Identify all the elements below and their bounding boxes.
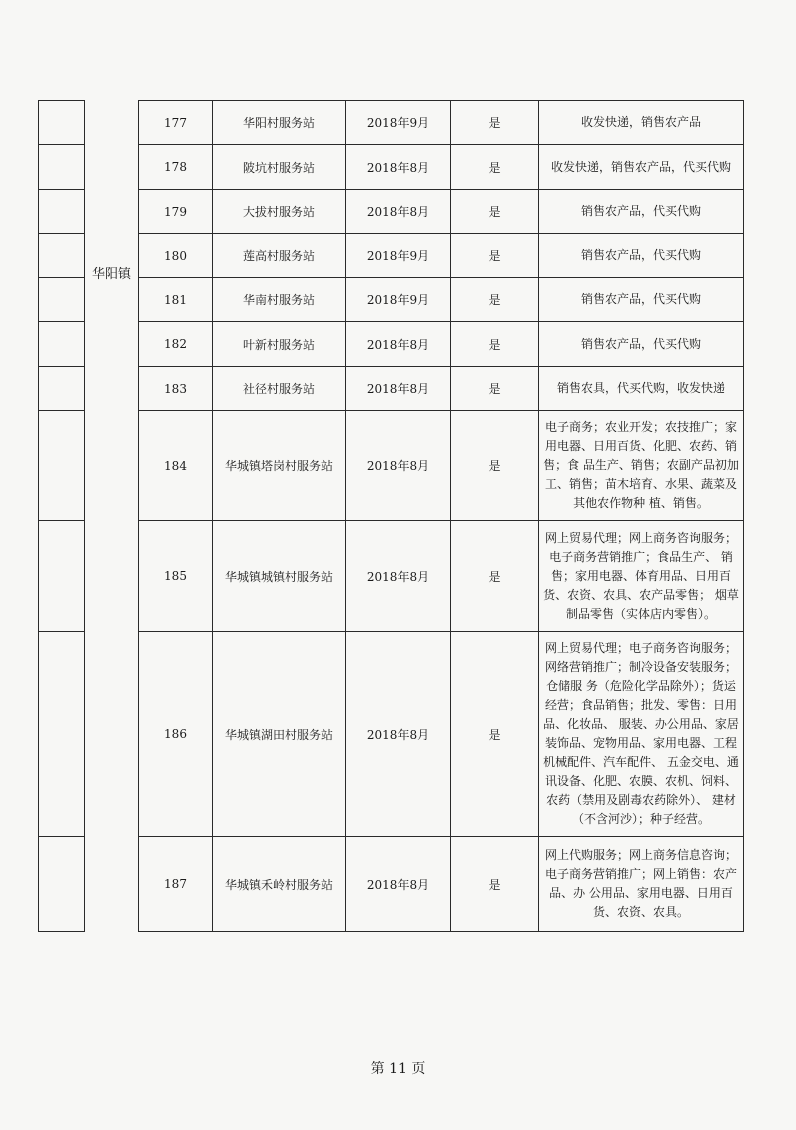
table-row xyxy=(39,411,744,521)
table-row xyxy=(39,234,744,278)
row-number: 180 xyxy=(139,234,213,278)
table-row xyxy=(39,322,744,367)
index-cell xyxy=(39,234,85,278)
business-scope: 收发快递，销售农产品，代买代购 xyxy=(539,145,744,190)
flag-cell: 是 xyxy=(451,322,539,367)
date-cell: 2018年9月 xyxy=(346,234,451,278)
flag-cell: 是 xyxy=(451,521,539,632)
table-row xyxy=(39,632,744,837)
date-cell: 2018年8月 xyxy=(346,322,451,367)
station-name: 叶新村服务站 xyxy=(213,322,346,367)
business-scope: 销售农具，代买代购，收发快递 xyxy=(539,367,744,411)
index-cell xyxy=(39,411,85,521)
flag-cell: 是 xyxy=(451,837,539,932)
date-cell: 2018年8月 xyxy=(346,411,451,521)
business-scope: 销售农产品，代买代购 xyxy=(539,278,744,322)
business-scope: 网上贸易代理；网上商务咨询服务；电子商务营销推广；食品生产、 销售；家用电器、体育用品、日用百货、农资、农具、农产品零售； 烟草制品零售（实体店内零售）。 xyxy=(539,521,744,632)
row-number: 182 xyxy=(139,322,213,367)
station-name: 华城镇塔岗村服务站 xyxy=(213,411,346,521)
business-scope: 销售农产品，代买代购 xyxy=(539,234,744,278)
flag-cell: 是 xyxy=(451,411,539,521)
index-cell xyxy=(39,322,85,367)
index-cell xyxy=(39,101,85,145)
table-row xyxy=(39,101,744,145)
index-cell xyxy=(39,278,85,322)
business-scope: 网上贸易代理；电子商务咨询服务；网络营销推广；制冷设备安装服务；仓储服 务（危险化学品除外）；货运经营；食品销售；批发、零售：日用品、化妆品、 服装、办公用品、家居装饰品、宠物用品、家用电器、工程机械配件、汽车配件、 五金交电、通讯设备、化肥、农膜、农机、饲料、农药（禁用及剧毒农药除外）、 建材（不含河沙）；种子经营。 xyxy=(539,632,744,837)
table-row xyxy=(39,190,744,234)
date-cell: 2018年8月 xyxy=(346,837,451,932)
page-number: 第 11 页 xyxy=(370,1061,426,1077)
business-scope: 收发快递，销售农产品 xyxy=(539,101,744,145)
table-row xyxy=(39,521,744,632)
row-number: 178 xyxy=(139,145,213,190)
index-cell xyxy=(39,145,85,190)
table-row xyxy=(39,145,744,190)
station-name: 莲高村服务站 xyxy=(213,234,346,278)
business-scope: 销售农产品，代买代购 xyxy=(539,322,744,367)
town-cell xyxy=(85,411,139,932)
date-cell: 2018年8月 xyxy=(346,632,451,837)
row-number: 185 xyxy=(139,521,213,632)
station-name: 华南村服务站 xyxy=(213,278,346,322)
flag-cell: 是 xyxy=(451,367,539,411)
business-scope: 销售农产品，代买代购 xyxy=(539,190,744,234)
index-cell xyxy=(39,521,85,632)
table-row xyxy=(39,278,744,322)
row-number: 183 xyxy=(139,367,213,411)
date-cell: 2018年8月 xyxy=(346,145,451,190)
row-number: 184 xyxy=(139,411,213,521)
station-name: 社径村服务站 xyxy=(213,367,346,411)
town-cell xyxy=(85,101,139,411)
flag-cell: 是 xyxy=(451,234,539,278)
date-cell: 2018年8月 xyxy=(346,521,451,632)
index-cell xyxy=(39,190,85,234)
flag-cell: 是 xyxy=(451,278,539,322)
station-name: 大拔村服务站 xyxy=(213,190,346,234)
station-name: 华城镇城镇村服务站 xyxy=(213,521,346,632)
row-number: 179 xyxy=(139,190,213,234)
date-cell: 2018年9月 xyxy=(346,278,451,322)
flag-cell: 是 xyxy=(451,101,539,145)
row-number: 177 xyxy=(139,101,213,145)
table-row xyxy=(39,837,744,932)
flag-cell: 是 xyxy=(451,190,539,234)
index-cell xyxy=(39,632,85,837)
table-row xyxy=(39,367,744,411)
date-cell: 2018年9月 xyxy=(346,101,451,145)
flag-cell: 是 xyxy=(451,145,539,190)
index-cell xyxy=(39,837,85,932)
row-number: 186 xyxy=(139,632,213,837)
row-number: 187 xyxy=(139,837,213,932)
business-scope: 网上代购服务；网上商务信息咨询；电子商务营销推广；网上销售：农产品、办 公用品、家用电器、日用百货、农资、农具。 xyxy=(539,837,744,932)
date-cell: 2018年8月 xyxy=(346,367,451,411)
index-cell xyxy=(39,367,85,411)
business-scope: 电子商务；农业开发；农技推广；家用电器、日用百货、化肥、农药、销售；食 品生产、销售；农副产品初加工、销售；苗木培育、水果、蔬菜及其他农作物种 植、销售。 xyxy=(539,411,744,521)
station-name: 华阳村服务站 xyxy=(213,101,346,145)
date-cell: 2018年8月 xyxy=(346,190,451,234)
station-name: 陂坑村服务站 xyxy=(213,145,346,190)
station-name: 华城镇禾岭村服务站 xyxy=(213,837,346,932)
service-station-table xyxy=(38,100,744,932)
station-name: 华城镇湖田村服务站 xyxy=(213,632,346,837)
town-name: 华阳镇 xyxy=(91,267,131,282)
row-number: 181 xyxy=(139,278,213,322)
flag-cell: 是 xyxy=(451,632,539,837)
